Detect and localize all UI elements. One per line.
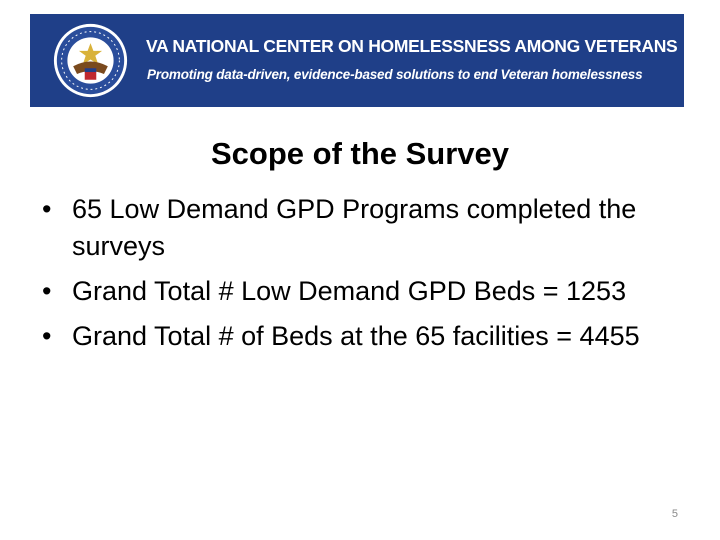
header-banner bbox=[30, 14, 684, 107]
list-item bbox=[40, 318, 700, 355]
va-seal-logo bbox=[52, 22, 129, 99]
banner-subtitle: Promoting data-driven, evidence-based solutions to end Veteran homelessness bbox=[147, 67, 643, 82]
bullet-list bbox=[40, 191, 700, 363]
bullet-text: 65 Low Demand GPD Programs completed the surveys bbox=[72, 194, 637, 261]
bullet-text: Grand Total # of Beds at the 65 facilities = 4455 bbox=[72, 321, 640, 351]
list-item bbox=[40, 273, 700, 310]
banner-title: VA NATIONAL CENTER ON HOMELESSNESS AMONG VETERANS bbox=[146, 36, 678, 56]
list-item bbox=[40, 191, 700, 265]
slide-title: Scope of the Survey bbox=[210, 136, 510, 171]
page-number: 5 bbox=[671, 508, 678, 520]
bullet-glyph: • bbox=[42, 321, 52, 351]
bullet-glyph: • bbox=[42, 276, 52, 306]
bullet-text: Grand Total # Low Demand GPD Beds = 1253 bbox=[72, 276, 627, 306]
bullet-glyph: • bbox=[42, 194, 52, 224]
